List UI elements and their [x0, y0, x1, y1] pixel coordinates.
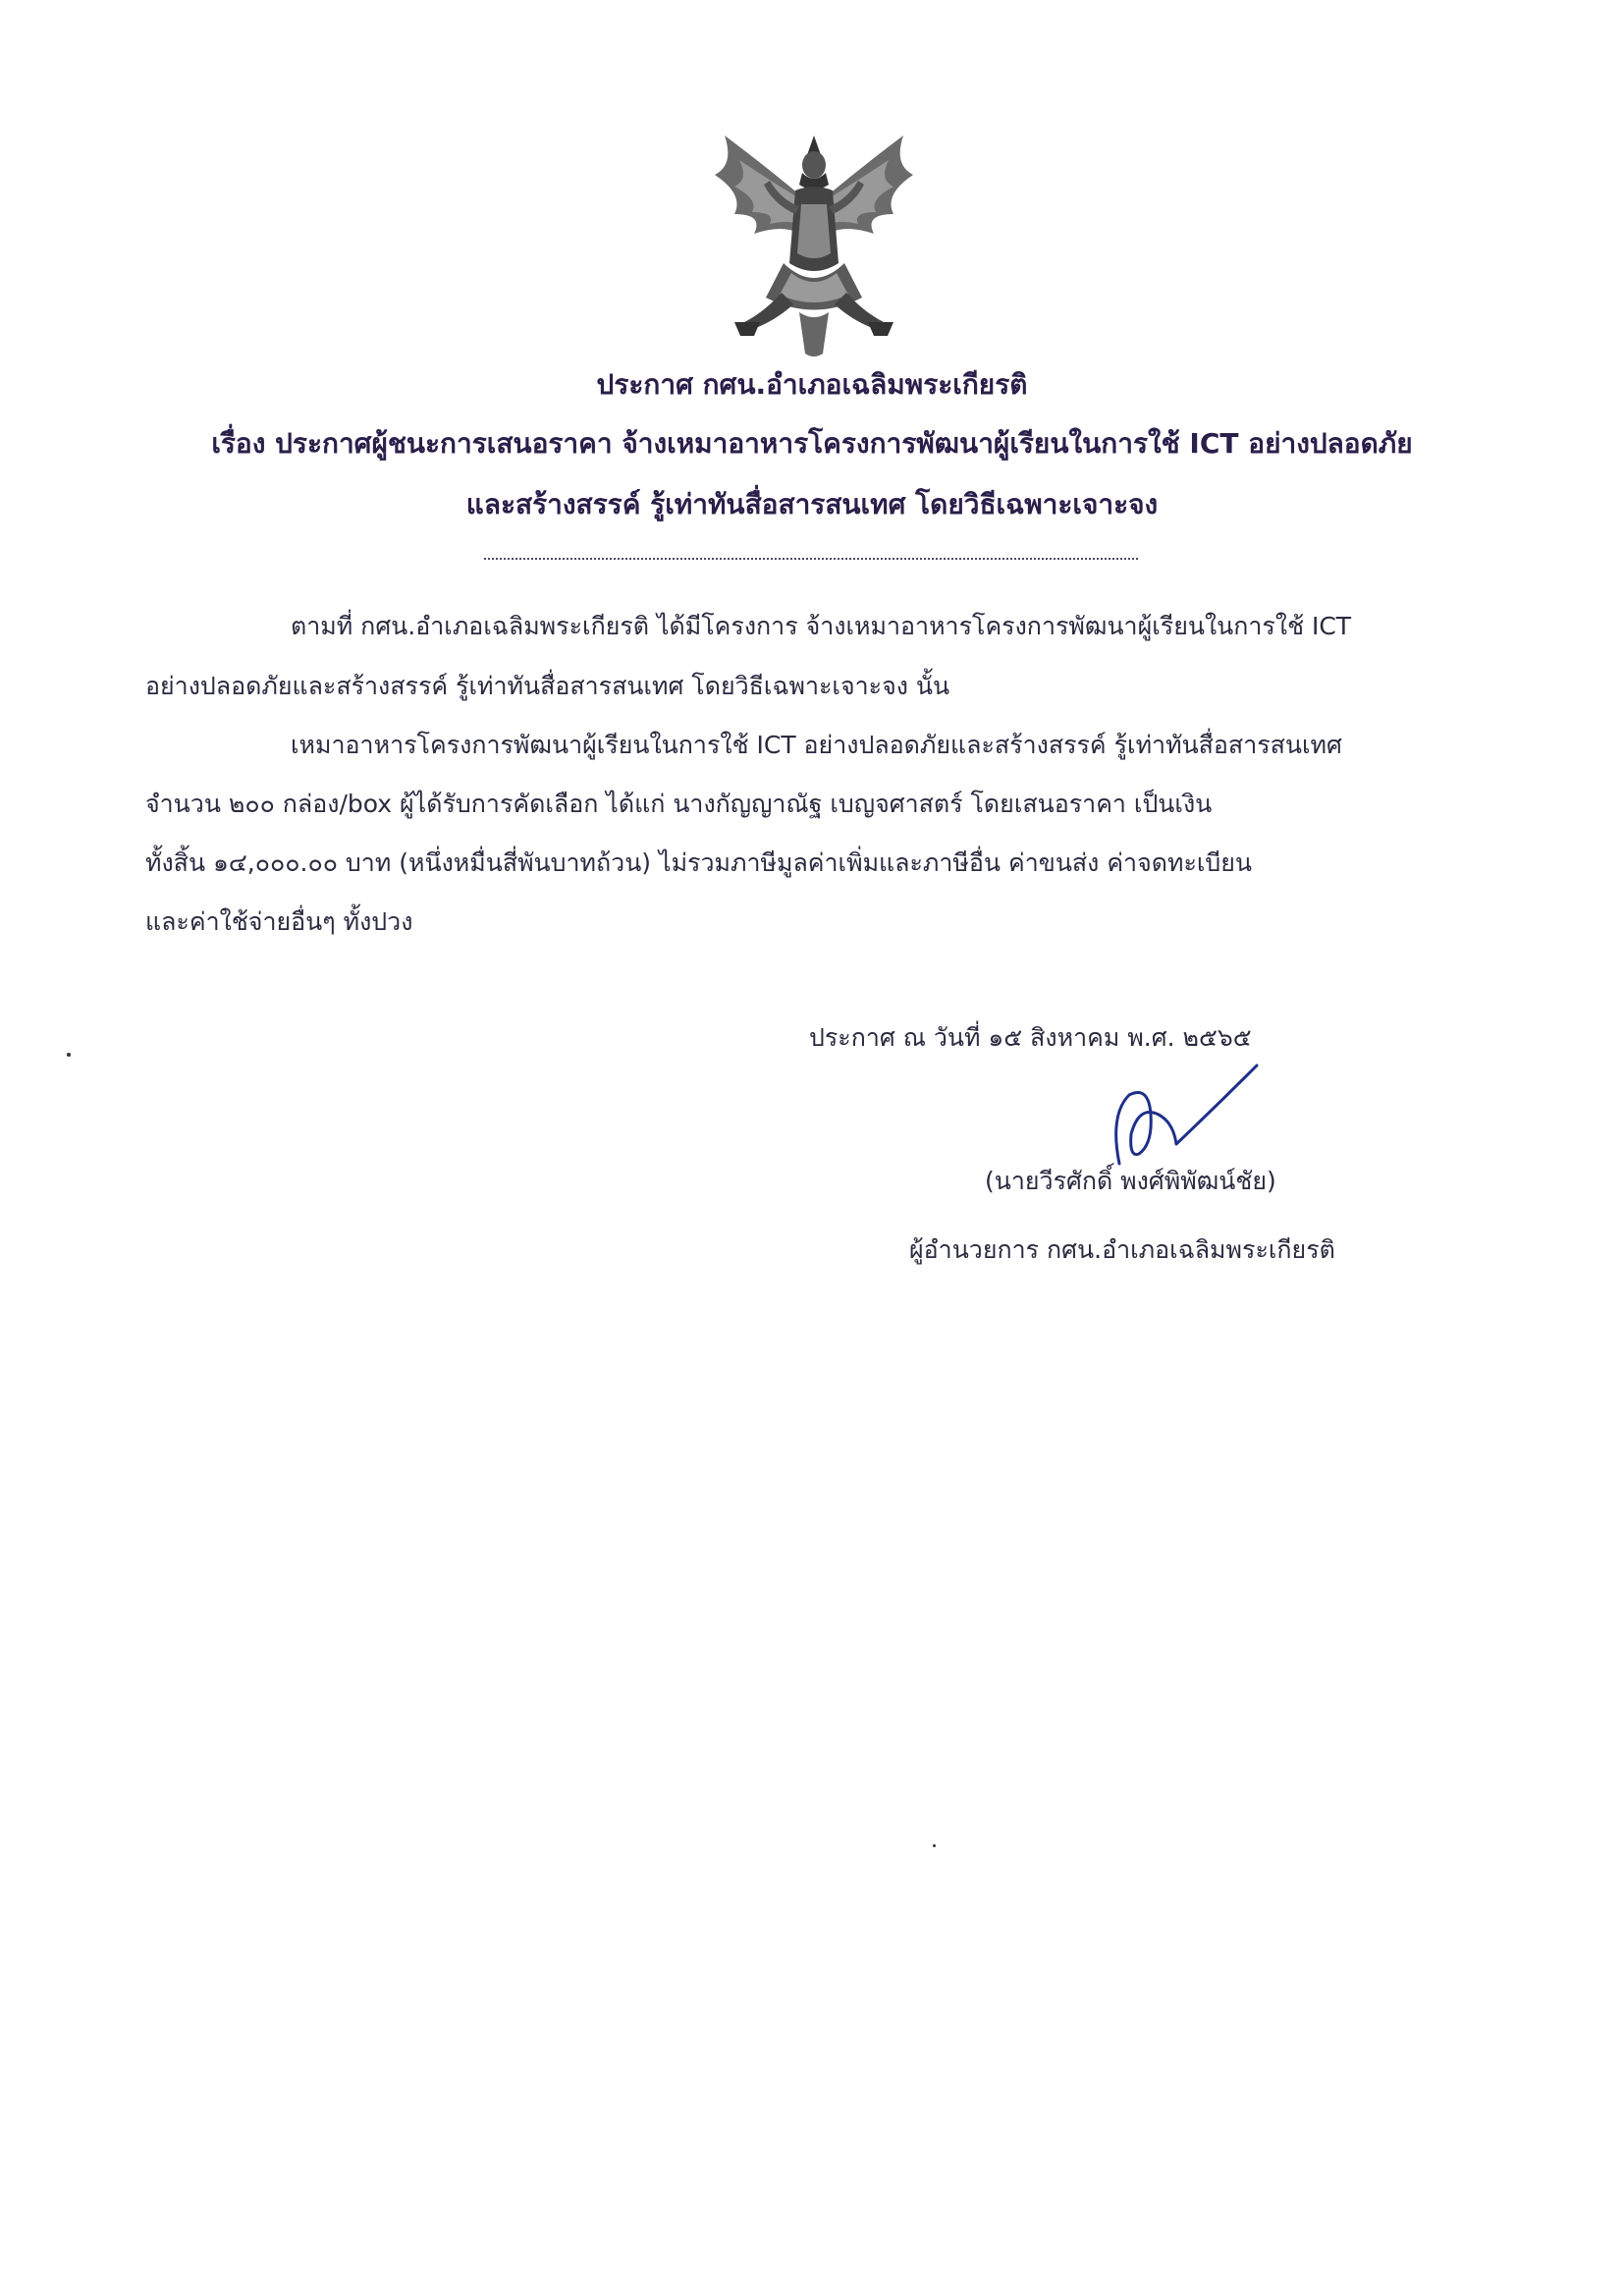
garuda-emblem [705, 126, 923, 361]
announcement-date: ประกาศ ณ วันที่ ๑๕ สิงหาคม พ.ศ. ๒๕๖๕ [809, 1023, 1252, 1052]
signer-name: (นายวีรศักดิ์ พงศ์พิพัฒน์ชัย) [985, 1167, 1276, 1195]
body-line: ทั้งสิ้น ๑๔,๐๐๐.๐๐ บาท (หนึ่งหมื่นสี่พันบาทถ้วน) ไม่รวมภาษีมูลค่าเพิ่มและภาษีอื่น ค่าขนส่ง ค่าจดทะเบียน [145, 848, 1253, 877]
subject-line-2: และสร้างสรรค์ รู้เท่าทันสื่อสารสนเทศ โดยวิธีเฉพาะเจาะจง [465, 488, 1159, 520]
handwritten-signature [1080, 1056, 1267, 1174]
signer-position: ผู้อำนวยการ กศน.อำเภอเฉลิมพระเกียรติ [909, 1235, 1335, 1264]
scan-speck [933, 1844, 936, 1847]
divider-line [484, 558, 1138, 560]
body-line: ตามที่ กศน.อำเภอเฉลิมพระเกียรติ ได้มีโครงการ จ้างเหมาอาหารโครงการพัฒนาผู้เรียนในการใช้ ICT [291, 612, 1352, 640]
body-line: อย่างปลอดภัยและสร้างสรรค์ รู้เท่าทันสื่อสารสนเทศ โดยวิธีเฉพาะเจาะจง นั้น [145, 672, 950, 700]
scan-speck [67, 1053, 71, 1057]
subject-line-1: เรื่อง ประกาศผู้ชนะการเสนอราคา จ้างเหมาอาหารโครงการพัฒนาผู้เรียนในการใช้ ICT อย่างปลอดภัย [211, 427, 1413, 460]
announcement-issuer: ประกาศ กศน.อำเภอเฉลิมพระเกียรติ [596, 368, 1028, 401]
body-line: เหมาอาหารโครงการพัฒนาผู้เรียนในการใช้ ICT อย่างปลอดภัยและสร้างสรรค์ รู้เท่าทันสื่อสารสนเทศ [291, 731, 1342, 759]
body-line: จำนวน ๒๐๐ กล่อง/box ผู้ได้รับการคัดเลือก ได้แก่ นางกัญญาณัฐ เบญจศาสตร์ โดยเสนอราคา เป็นเงิน [145, 790, 1213, 818]
body-line: และค่าใช้จ่ายอื่นๆ ทั้งปวง [145, 907, 413, 936]
